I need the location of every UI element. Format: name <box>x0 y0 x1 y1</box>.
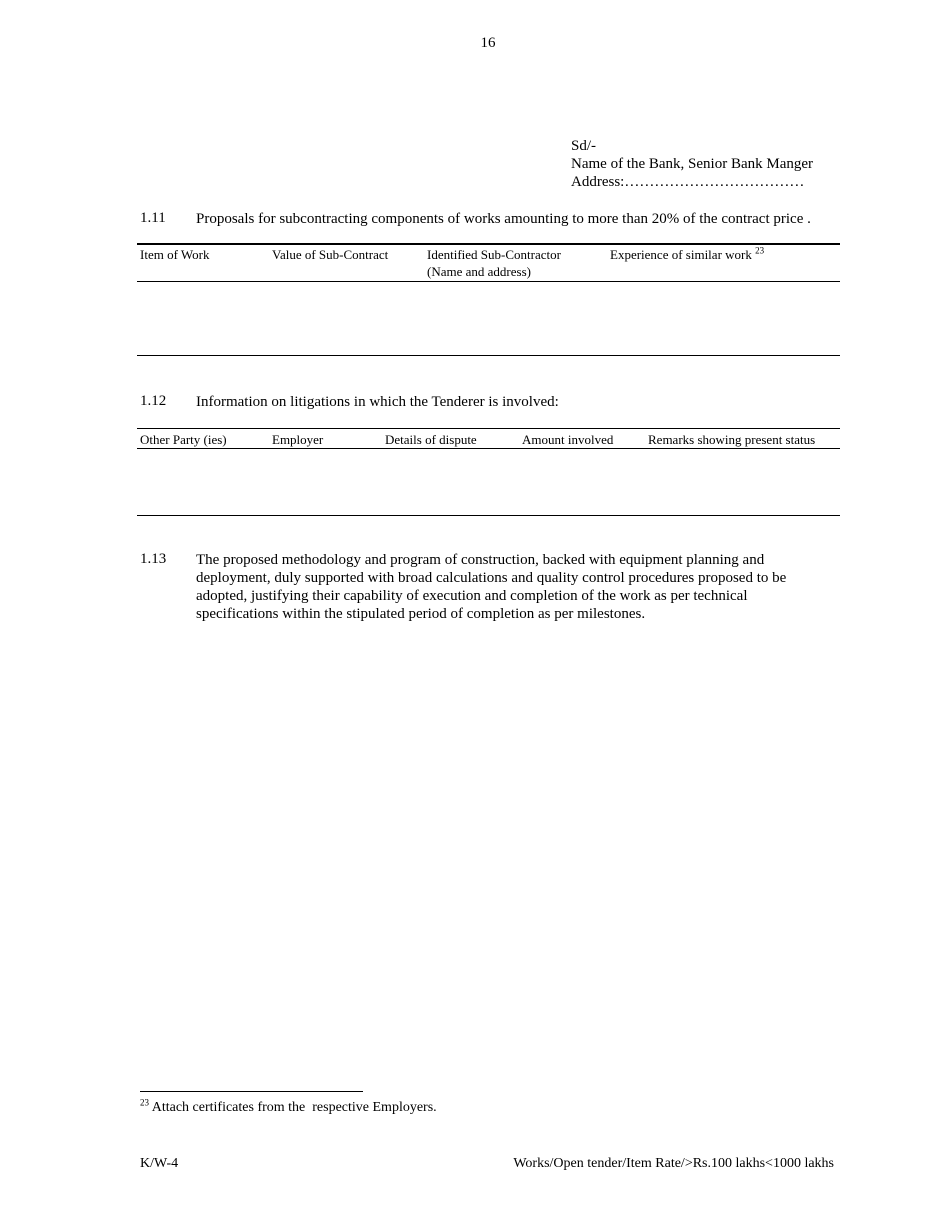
table-1-11-header-item: Item of Work <box>140 247 210 262</box>
footnote-number: 23 <box>140 1097 149 1108</box>
footnote-separator <box>140 1091 363 1092</box>
section-1-12-text: Information on litigations in which the Tenderer is involved: <box>196 394 559 410</box>
identified-line-2: (Name and address) <box>427 264 531 279</box>
table-1-12-bottom-rule <box>137 515 840 516</box>
section-1-13-line: deployment, duly supported with broad calculations and quality control procedures proposed to be <box>196 570 787 586</box>
section-1-13-number: 1.13 <box>140 551 167 567</box>
signature-address: Address:……………………………… <box>571 174 805 190</box>
section-1-13-line: specifications within the stipulated period of completion as per milestones. <box>196 606 646 622</box>
section-1-13-line: adopted, justifying their capability of execution and completion of the work as per technical <box>196 588 748 604</box>
section-1-13-text <box>196 551 786 623</box>
footer-left: K/W-4 <box>140 1156 179 1171</box>
table-1-11-header-experience <box>610 246 764 263</box>
table-1-12-header-other-party: Other Party (ies) <box>140 432 227 447</box>
signature-block <box>571 137 813 191</box>
footnote-reference: 23 <box>755 245 765 256</box>
table-1-11-header-value: Value of Sub-Contract <box>272 247 389 262</box>
table-1-12-header-remarks: Remarks showing present status <box>648 432 816 447</box>
table-1-12-header-employer: Employer <box>272 432 324 447</box>
table-1-12-header-amount: Amount involved <box>522 432 614 447</box>
page-number: 16 <box>480 35 496 51</box>
section-1-11-number: 1.11 <box>140 210 166 226</box>
signature-sd: Sd/- <box>571 138 597 154</box>
table-1-12-header-details: Details of dispute <box>385 432 477 447</box>
section-1-11-text: Proposals for subcontracting components of works amounting to more than 20% of the contract price . <box>196 211 811 227</box>
experience-label: Experience of similar work <box>610 247 752 262</box>
footnote <box>140 1097 437 1116</box>
footnote-text: Attach certificates from the respective Employers. <box>149 1100 437 1115</box>
table-1-12-header-rule <box>137 448 840 449</box>
table-1-12-top-rule <box>137 428 840 429</box>
table-1-11-header-rule <box>137 281 840 282</box>
footer-right: Works/Open tender/Item Rate/>Rs.100 lakhs<1000 lakhs <box>513 1156 834 1171</box>
table-1-11-header-identified <box>427 246 561 280</box>
section-1-12-number: 1.12 <box>140 393 167 409</box>
table-1-11-bottom-rule <box>137 355 840 356</box>
signature-bank-name: Name of the Bank, Senior Bank Manger <box>571 156 814 172</box>
table-1-11-top-rule <box>137 243 840 245</box>
identified-line-1: Identified Sub-Contractor <box>427 247 561 262</box>
section-1-13-line: The proposed methodology and program of construction, backed with equipment planning and <box>196 552 765 568</box>
